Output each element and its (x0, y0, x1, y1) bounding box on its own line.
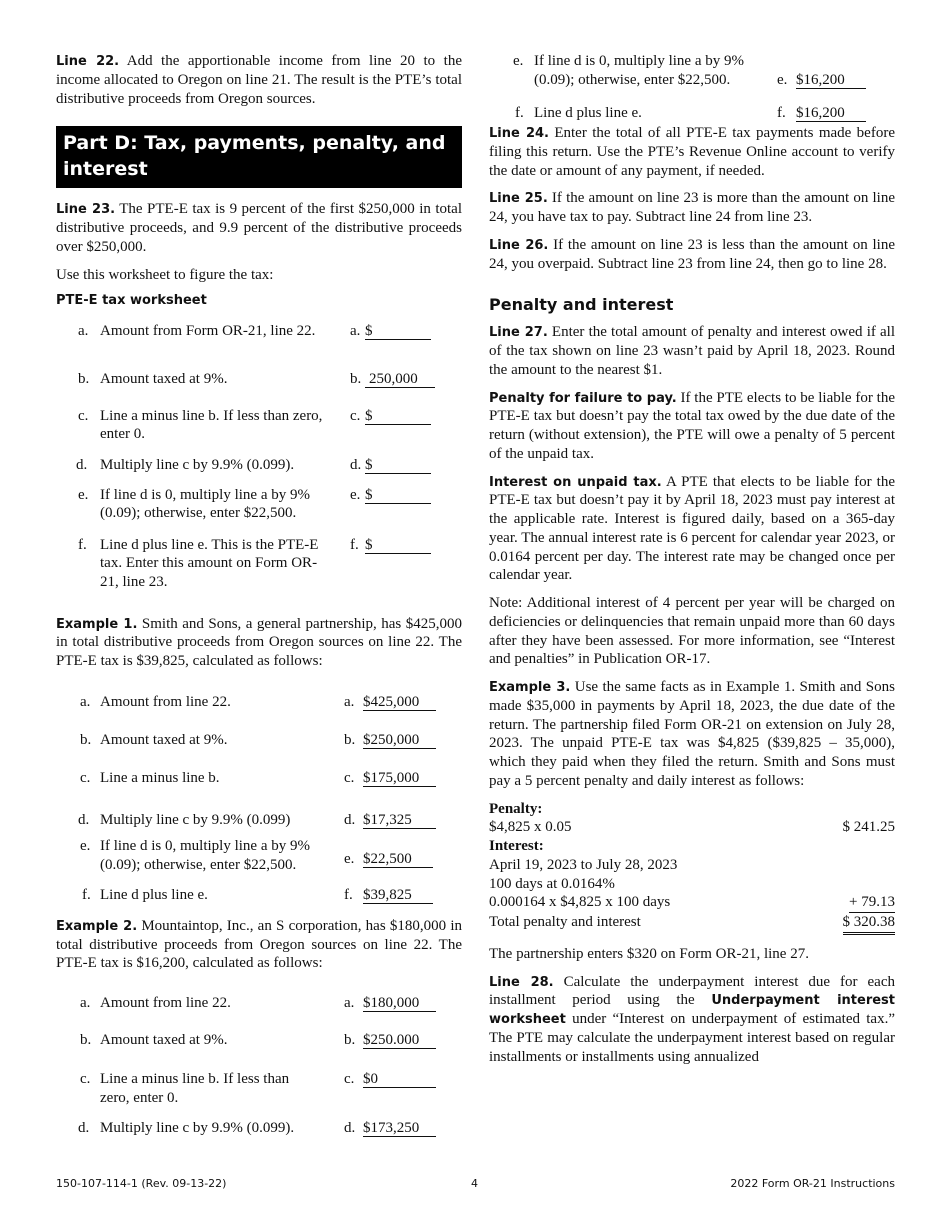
line25-paragraph: Line 25. If the amount on line 23 is more than the amount on line 24, you have tax to pay. Subtract line 24 from line 23. (489, 190, 896, 225)
example1-table: a. Amount from line 22. a. $425,000 b. Amount taxed at 9%. b. $250,000 c. Line a minus line b. c. $175,000 d. Multiply line c by 9.9% (0.099) d. $17,325 e. If line d is 0, multiply line a by 9% (0.09); otherwise, enter $22,500. e. $22,500 f. Line d plus line e. f. $39,825 (56, 680, 462, 900)
worksheet-field-b[interactable]: 250,000 (365, 370, 435, 388)
worksheet-field-d[interactable]: $ (365, 456, 431, 474)
penalty-failure-paragraph: Penalty for failure to pay. If the PTE elects to be liable for the PTE-E tax but doesn’t pay the total tax owed by the due date of the return (without extension), the PTE will owe a penalty of 5 percent of the unpaid tax. (489, 389, 896, 462)
line23-paragraph: Line 23. The PTE-E tax is 9 percent of the first $250,000 in total distributive proceeds, and 9.9 percent of the distributive proceeds over $250,000. (56, 201, 462, 255)
example3-paragraph: Example 3. Use the same facts as in Example 1. Smith and Sons made $35,000 in payments by April 18, 2023, the due date of the return. The partnership filed Form OR-21 on extension on July 28, 2023. The unpaid PTE-E tax was $4,825 ($39,825 – 35,000), which they paid when they filed the return. Smith and Sons must pay a 5 percent penalty and daily interest as follows: (489, 679, 895, 789)
line26-paragraph: Line 26. If the amount on line 23 is less than the amount on line 24, you overpaid. Subtract line 23 from line 24, then go to line 28. (489, 236, 895, 272)
pte-e-worksheet: a. Amount from Form OR-21, line 22. a. $ b. Amount taxed at 9%. b. 250,000 c. Line a minus line b. If less than zero, enter 0. c. $ d. Multiply line c by 9.9% (0.099). d. $ e. If line d is 0, multiply line a by 9% (0.09); otherwise, enter $22,500. e. $ f. Line d plus line e. This is the PTE-E tax. Enter this amount on Form OR-21, line 23. f. $ (56, 322, 462, 615)
interest-unpaid-paragraph: Interest on unpaid tax. A PTE that elects to be liable for the PTE-E tax but doesn’t pay it by April 18, 2023 must pay interest at the applicable rate. Interest is figured daily, based on a 365-day year. The annual interest rate is 6 percent for calendar year 2023, or 0.0164 percent per day. The interest rate may be changed once per calendar year. (489, 473, 895, 584)
use-worksheet-text: Use this worksheet to figure the tax: (56, 266, 274, 283)
example1-paragraph: Example 1. Smith and Sons, a general partnership, has $425,000 in total distributive proceeds from Oregon sources on line 22. The PTE-E tax is $39,825, calculated as follows: (56, 615, 462, 669)
note-paragraph: Note: Additional interest of 4 percent per year will be charged on deficiencies or delinquencies that remain unpaid more than 60 days after they have been assessed. For more information, see “Interest and penalties” in Publication OR-17. (489, 595, 895, 668)
penalty-interest-heading: Penalty and interest (489, 295, 674, 315)
line24-paragraph: Line 24. Enter the total of all PTE-E tax payments made before filing this return. Use the PTE’s Revenue Online account to verify the date or amount of any payment, if needed. (489, 125, 895, 179)
partnership-enters-text: The partnership enters $320 on Form OR-21, line 27. (489, 945, 809, 962)
line22-paragraph: Line 22. Add the apportionable income from line 20 to the income allocated to Oregon on line 21. The result is the PTE’s total distributive proceeds from Oregon sources. (56, 53, 462, 107)
footer-form-title: 2022 Form OR-21 Instructions (730, 1177, 895, 1190)
worksheet-field-f[interactable]: $ (365, 536, 431, 554)
worksheet-field-e[interactable]: $ (365, 486, 431, 504)
example2-continued: e. If line d is 0, multiply line a by 9% (0.09); otherwise, enter $22,500. e. $16,200 f. Line d plus line e. f. $16,200 (489, 52, 895, 124)
penalty-calculation: Penalty: $4,825 x 0.05 $ 241.25 Interest: April 19, 2023 to July 28, 2023 100 days at 0.0164% 0.000164 x $4,825 x 100 days + 79.13 Total penalty and interest $ 320.38 (489, 800, 895, 935)
worksheet-title: PTE-E tax worksheet (56, 293, 207, 309)
worksheet-field-a[interactable]: $ (365, 322, 431, 340)
footer-form-number: 150-107-114-1 (Rev. 09-13-22) (56, 1177, 227, 1190)
worksheet-field-c[interactable]: $ (365, 407, 431, 425)
left-column: Line 22. Add the apportionable income from line 20 to the income allocated to Oregon on line 21. The result is the PTE’s total distributive proceeds from Oregon sources. Part D: Tax, payments, penalty, and interest Line 23. The PTE-E tax is 9 percent of the first $250,000 in total distributive proceeds, and 9.9 percent of the distributive proceeds over $250,000. Use this worksheet to figure the tax: PTE-E tax worksheet a. Amount from Form OR-21, line 22. a. $ b. Amount taxed at 9%. b. 250,000 c. Line a minus line b. If less than zero, enter 0. c. $ d. Multiply line c by 9.9% (0.099). d. $ e. If line d is 0, multiply line a by 9% (0.09); otherwise, enter $22,500. e. $ f. Line d plus line e. This is the PTE-E tax. Enter this amount on Form OR-21, line 23. f. $ Example 1. Smith and Sons, a general partnership, has $425,000 in total distributive proceeds from Oregon sources on line 22. The PTE-E tax is $39,825, calculated as follows: a. Amount from line 22. a. $425,000 b. Amount taxed at 9%. b. $250,000 c. Line a minus line b. c. $175,000 d. Multiply line c by 9.9% (0.099) d. $17,325 e. If line d is 0, multiply line a by 9% (0.09); otherwise, enter $22,500. e. $22,500 f. Line d plus line e. f. $39,825 Example 2. Mountaintop, Inc., an S corporation, has $180,000 in total distributive proceeds from Oregon sources on line 22. The PTE-E tax is $16,200, calculated as follows: a. Amount from line 22. a. $180,000 b. Amount taxed at 9%. b. $250.000 c. Line a minus line b. If less than zero, enter 0. c. $0 d. Multiply line c by 9.9% (0.099). d. $173,250 (56, 53, 462, 1136)
example2-paragraph: Example 2. Mountaintop, Inc., an S corporation, has $180,000 in total distributive proceeds from Oregon sources on line 22. The PTE-E tax is $16,200, calculated as follows: (56, 917, 462, 972)
right-column (489, 52, 895, 1075)
part-d-heading: Part D: Tax, payments, penalty, and interest (56, 126, 462, 188)
line28-paragraph: Line 28. Calculate the underpayment interest due for each installment period using the Underpayment interest worksheet under “Interest on underpayment of estimated tax.” The PTE may calculate the underpayment interest based on regular installments or installments using annualized (489, 973, 896, 1065)
footer-page-number: 4 (471, 1177, 478, 1190)
line27-paragraph: Line 27. Enter the total amount of penalty and interest owed if all of the tax shown on line 23 wasn’t paid by April 18, 2023. Round the amount to the nearest $1. (489, 324, 896, 378)
